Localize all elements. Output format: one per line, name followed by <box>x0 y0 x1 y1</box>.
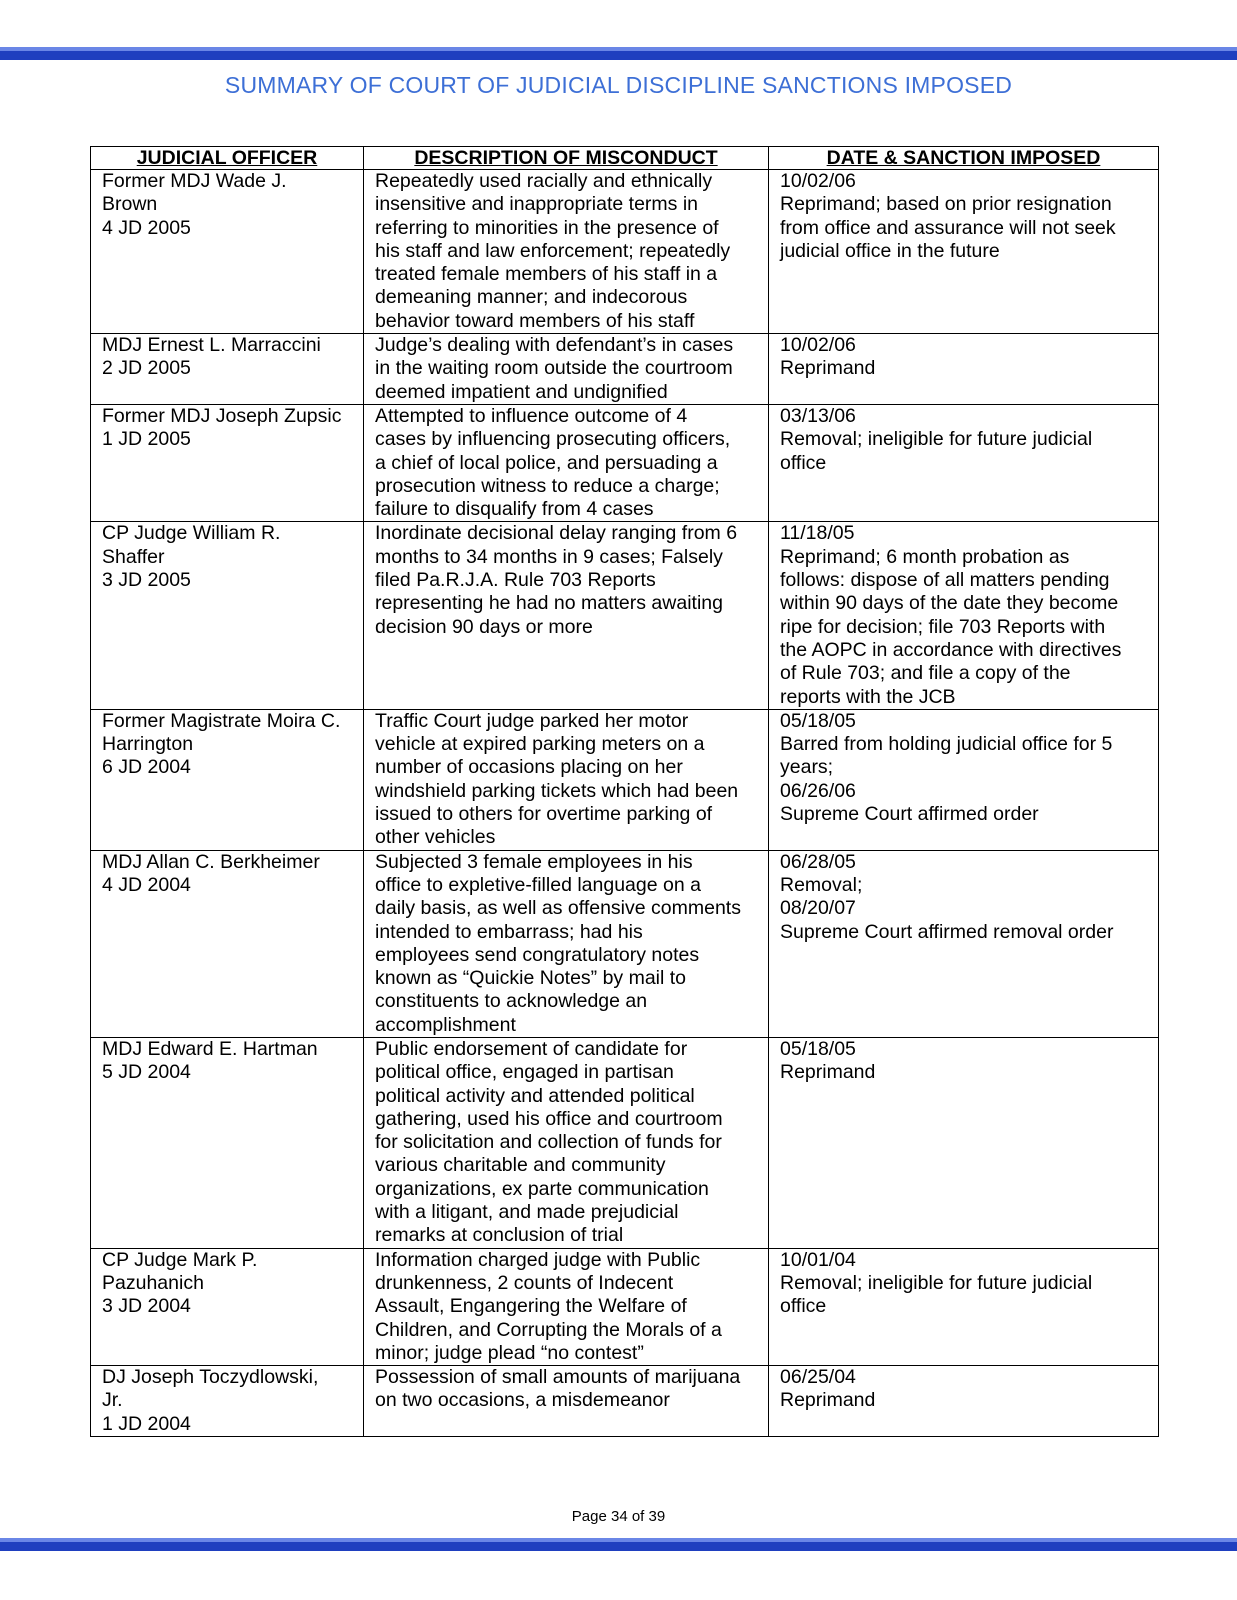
cell-line: 1 JD 2004 <box>102 1412 191 1435</box>
top-blue-band <box>0 47 1237 60</box>
cell-line: Attempted to influence outcome of 4 <box>375 404 688 427</box>
cell-line: demeaning manner; and indecorous <box>375 286 688 309</box>
cell-misconduct <box>364 404 769 521</box>
cell-line: windshield parking tickets which had been <box>375 779 739 802</box>
cell-line: 10/01/04 <box>780 1248 856 1271</box>
cell-line: Brown <box>102 193 158 216</box>
cell-line: 5 JD 2004 <box>102 1061 191 1084</box>
table-row <box>91 1248 1159 1365</box>
cell-misconduct <box>364 522 769 709</box>
table-row <box>91 522 1159 709</box>
cell-line: office <box>780 1295 827 1318</box>
cell-line: 06/25/04 <box>780 1366 856 1389</box>
cell-date-sanction <box>769 1248 1159 1365</box>
cell-line: Repeatedly used racially and ethnically <box>375 170 713 192</box>
cell-judicial-officer <box>91 1248 364 1365</box>
cell-line: reports with the JCB <box>780 685 956 708</box>
cell-line: 08/20/07 <box>780 897 856 920</box>
cell-line: prosecution witness to reduce a charge; <box>375 474 720 497</box>
cell-line: Jr. <box>102 1389 123 1412</box>
cell-line: Public endorsement of candidate for <box>375 1037 688 1060</box>
cell-date-sanction <box>769 1037 1159 1248</box>
cell-line: intended to embarrass; had his <box>375 920 643 943</box>
cell-line: minor; judge plead “no contest” <box>375 1341 644 1364</box>
cell-misconduct <box>364 1366 769 1437</box>
cell-line: deemed impatient and undignified <box>375 380 668 403</box>
cell-line: on two occasions, a misdemeanor <box>375 1389 670 1412</box>
cell-line: years; <box>780 756 834 779</box>
cell-line: Inordinate decisional delay ranging from 6 <box>375 522 738 545</box>
header-description-of-misconduct: DESCRIPTION OF MISCONDUCT <box>364 147 769 170</box>
cell-judicial-officer <box>91 404 364 521</box>
cell-date-sanction <box>769 334 1159 405</box>
cell-line: from office and assurance will not seek <box>780 216 1116 239</box>
cell-line: issued to others for overtime parking of <box>375 803 713 826</box>
cell-line: MDJ Edward E. Hartman <box>102 1037 318 1060</box>
cell-date-sanction <box>769 404 1159 521</box>
table-row <box>91 850 1159 1037</box>
cell-line: cases by influencing prosecuting officers, <box>375 428 731 451</box>
cell-line: Reprimand <box>780 1061 876 1084</box>
cell-date-sanction <box>769 850 1159 1037</box>
sanctions-table <box>90 146 1159 1437</box>
cell-line: office <box>780 451 827 474</box>
cell-line: 1 JD 2005 <box>102 428 191 451</box>
cell-judicial-officer <box>91 1037 364 1248</box>
cell-line: insensitive and inappropriate terms in <box>375 193 699 216</box>
cell-line: known as “Quickie Notes” by mail to <box>375 967 687 990</box>
cell-line: filed Pa.R.J.A. Rule 703 Reports <box>375 569 656 592</box>
cell-line: 06/26/06 <box>780 779 856 802</box>
cell-misconduct <box>364 709 769 850</box>
cell-line: remarks at conclusion of trial <box>375 1224 624 1247</box>
cell-line: for solicitation and collection of funds for <box>375 1131 722 1154</box>
cell-line: failure to disqualify from 4 cases <box>375 498 654 521</box>
cell-misconduct <box>364 1037 769 1248</box>
cell-date-sanction <box>769 522 1159 709</box>
cell-line: Supreme Court affirmed removal order <box>780 920 1114 943</box>
cell-line: 4 JD 2004 <box>102 873 191 896</box>
cell-line: in the waiting room outside the courtroom <box>375 357 733 380</box>
cell-line: a chief of local police, and persuading a <box>375 451 718 474</box>
cell-line: 6 JD 2004 <box>102 756 191 779</box>
cell-line: Possession of small amounts of marijuana <box>375 1366 741 1389</box>
cell-line: 10/02/06 <box>780 334 856 357</box>
cell-line: organizations, ex parte communication <box>375 1177 709 1200</box>
cell-line: Shaffer <box>102 545 165 568</box>
cell-line: accomplishment <box>375 1013 516 1036</box>
cell-line: Information charged judge with Public <box>375 1248 701 1271</box>
cell-misconduct <box>364 850 769 1037</box>
cell-line: various charitable and community <box>375 1154 666 1177</box>
cell-line: gathering, used his office and courtroom <box>375 1107 723 1130</box>
table-row <box>91 709 1159 850</box>
cell-line: Reprimand; based on prior resignation <box>780 193 1112 216</box>
cell-line: with a litigant, and made prejudicial <box>375 1201 679 1224</box>
cell-line: Harrington <box>102 733 194 756</box>
cell-line: Supreme Court affirmed order <box>780 803 1039 826</box>
cell-line: Removal; ineligible for future judicial <box>780 428 1093 451</box>
cell-line: judicial office in the future <box>780 239 1000 262</box>
cell-line: 3 JD 2005 <box>102 569 191 592</box>
cell-line: Removal; ineligible for future judicial <box>780 1271 1093 1294</box>
cell-line: Reprimand <box>780 1389 876 1412</box>
cell-line: his staff and law enforcement; repeatedly <box>375 239 731 262</box>
cell-line: follows: dispose of all matters pending <box>780 569 1110 592</box>
cell-date-sanction <box>769 709 1159 850</box>
cell-line: within 90 days of the date they become <box>780 592 1119 615</box>
table-row <box>91 1037 1159 1248</box>
cell-judicial-officer <box>91 850 364 1037</box>
cell-line: Assault, Engangering the Welfare of <box>375 1295 687 1318</box>
cell-line: treated female members of his staff in a <box>375 263 718 286</box>
page-title: SUMMARY OF COURT OF JUDICIAL DISCIPLINE SANCTIONS IMPOSED <box>224 72 1013 98</box>
cell-line: Former MDJ Wade J. <box>102 170 287 192</box>
cell-line: CP Judge William R. <box>102 522 281 545</box>
cell-line: vehicle at expired parking meters on a <box>375 733 705 756</box>
cell-line: Removal; <box>780 873 863 896</box>
cell-line: Children, and Corrupting the Morals of a <box>375 1318 722 1341</box>
cell-line: of Rule 703; and file a copy of the <box>780 662 1071 685</box>
cell-line: MDJ Ernest L. Marraccini <box>102 334 321 357</box>
page-number: Page 34 of 39 <box>571 1508 666 1525</box>
cell-line: Reprimand <box>780 357 876 380</box>
cell-line: the AOPC in accordance with directives <box>780 638 1122 661</box>
cell-line: Former MDJ Joseph Zupsic <box>102 404 342 427</box>
cell-line: office to expletive-filled language on a <box>375 873 701 896</box>
cell-misconduct <box>364 334 769 405</box>
cell-line: months to 34 months in 9 cases; Falsely <box>375 545 723 568</box>
cell-line: decision 90 days or more <box>375 615 593 638</box>
cell-line: ripe for decision; file 703 Reports with <box>780 615 1106 638</box>
table-header-row <box>91 147 1159 170</box>
cell-judicial-officer <box>91 334 364 405</box>
cell-line: 06/28/05 <box>780 850 856 873</box>
cell-line: Reprimand; 6 month probation as <box>780 545 1070 568</box>
cell-line: 05/18/05 <box>780 1037 856 1060</box>
cell-date-sanction <box>769 170 1159 334</box>
header-judicial-officer: JUDICIAL OFFICER <box>91 147 364 170</box>
cell-line: DJ Joseph Toczydlowski, <box>102 1366 319 1389</box>
cell-line: other vehicles <box>375 826 496 849</box>
cell-line: Subjected 3 female employees in his <box>375 850 693 873</box>
cell-line: Barred from holding judicial office for 5 <box>780 733 1113 756</box>
cell-line: daily basis, as well as offensive comments <box>375 897 741 920</box>
cell-line: representing he had no matters awaiting <box>375 592 723 615</box>
cell-line: political office, engaged in partisan <box>375 1061 674 1084</box>
cell-line: 10/02/06 <box>780 170 856 192</box>
cell-line: 05/18/05 <box>780 709 856 732</box>
cell-line: political activity and attended political <box>375 1084 695 1107</box>
cell-line: Former Magistrate Moira C. <box>102 709 341 732</box>
cell-line: 03/13/06 <box>780 404 856 427</box>
cell-judicial-officer <box>91 1366 364 1437</box>
cell-date-sanction <box>769 1366 1159 1437</box>
cell-line: referring to minorities in the presence of <box>375 216 719 239</box>
cell-line: Judge’s dealing with defendant’s in cases <box>375 334 734 357</box>
table-row <box>91 170 1159 334</box>
cell-line: 4 JD 2005 <box>102 216 191 239</box>
cell-line: constituents to acknowledge an <box>375 990 648 1013</box>
table-row <box>91 1366 1159 1437</box>
cell-line: drunkenness, 2 counts of Indecent <box>375 1271 674 1294</box>
bottom-blue-band <box>0 1538 1237 1551</box>
cell-judicial-officer <box>91 522 364 709</box>
table-row <box>91 404 1159 521</box>
cell-line: behavior toward members of his staff <box>375 309 695 332</box>
cell-line: Pazuhanich <box>102 1271 204 1294</box>
cell-line: Traffic Court judge parked her motor <box>375 709 689 732</box>
cell-misconduct <box>364 1248 769 1365</box>
cell-misconduct <box>364 170 769 334</box>
cell-judicial-officer <box>91 709 364 850</box>
cell-line: number of occasions placing on her <box>375 756 683 779</box>
table-row <box>91 334 1159 405</box>
header-date-and-sanction: DATE & SANCTION IMPOSED <box>769 147 1159 170</box>
cell-line: 11/18/05 <box>780 522 855 545</box>
cell-line: CP Judge Mark P. <box>102 1248 258 1271</box>
cell-judicial-officer <box>91 170 364 334</box>
cell-line: employees send congratulatory notes <box>375 943 700 966</box>
cell-line: MDJ Allan C. Berkheimer <box>102 850 320 873</box>
cell-line: 3 JD 2004 <box>102 1295 191 1318</box>
cell-line: 2 JD 2005 <box>102 357 191 380</box>
